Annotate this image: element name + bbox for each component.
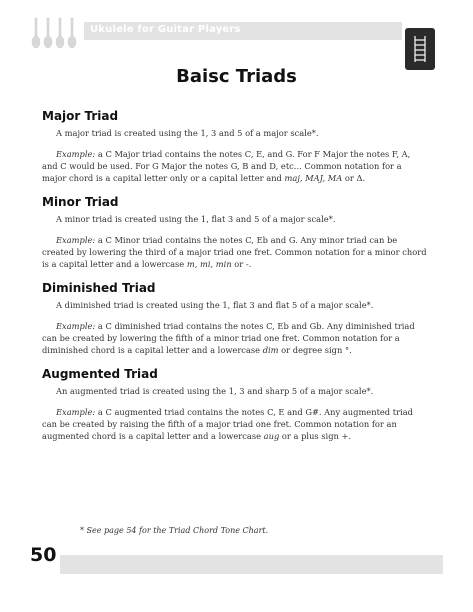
example-minor [42,234,427,270]
example-text: a C diminished triad contains the notes C, Eb and Gb. Any diminished triad can be created by lowering the fifth of a minor triad one fret. Common notation for a diminished chord is a capital letter and a lowercase [42,321,415,355]
section-heading-major: Major Triad [42,109,119,123]
example-text-end: or degree sign °. [278,345,352,355]
example-text: a C Minor triad contains the notes C, Eb and G. Any minor triad can be created by lowering the third of a major triad one fret. Common notation for a minor chord is a capital letter and a lowercase [42,235,427,269]
example-label: Example: [56,149,96,159]
footnote: * See page 54 for the Triad Chord Tone Chart. [80,526,269,535]
definition-major: A major triad is created using the 1, 3 and 5 of a major scale*. [56,128,319,138]
ukulele-fretboard-icon [411,34,429,64]
example-notation: m, mi, min [186,259,232,269]
example-text-end: or a plus sign +. [279,431,352,441]
ukulele-icons [30,16,82,50]
example-notation: dim [262,345,279,355]
example-diminished [42,320,427,356]
example-label: Example: [56,235,96,245]
example-text-end: or Δ. [342,173,366,183]
example-label: Example: [56,407,96,417]
example-label: Example: [56,321,96,331]
chapter-tab [405,28,435,70]
example-text: a C Major triad contains the notes C, E, and G. For F Major the notes F, A, and C would be used. For G Major the notes G, B and D, etc... Common notation for a major chord is a capital letter only or a capital letter and [42,149,411,183]
example-notation: maj, MAJ, MA [284,173,343,183]
example-notation: aug [263,431,280,441]
section-heading-augmented: Augmented Triad [42,367,158,381]
definition-augmented: An augmented triad is created using the 1, 3 and sharp 5 of a major scale*. [56,386,374,396]
definition-minor: A minor triad is created using the 1, flat 3 and 5 of a major scale*. [56,214,336,224]
example-augmented [42,406,427,442]
header-title: Ukulele for Guitar Players [90,24,241,35]
example-text-end: or -. [231,259,252,269]
example-text: a C augmented triad contains the notes C, E and G#. Any augmented triad can be created by raising the fifth of a major triad one fret. Common notation for an augmented chord is a capital letter and a lowercase [42,407,413,441]
page-title: Baisc Triads [176,66,297,87]
section-heading-minor: Minor Triad [42,195,119,209]
example-major [42,148,427,184]
section-heading-diminished: Diminished Triad [42,281,156,295]
footer-band [60,555,443,574]
page-number: 50 [30,544,57,566]
definition-diminished: A diminished triad is created using the 1, flat 3 and flat 5 of a major scale*. [56,300,374,310]
